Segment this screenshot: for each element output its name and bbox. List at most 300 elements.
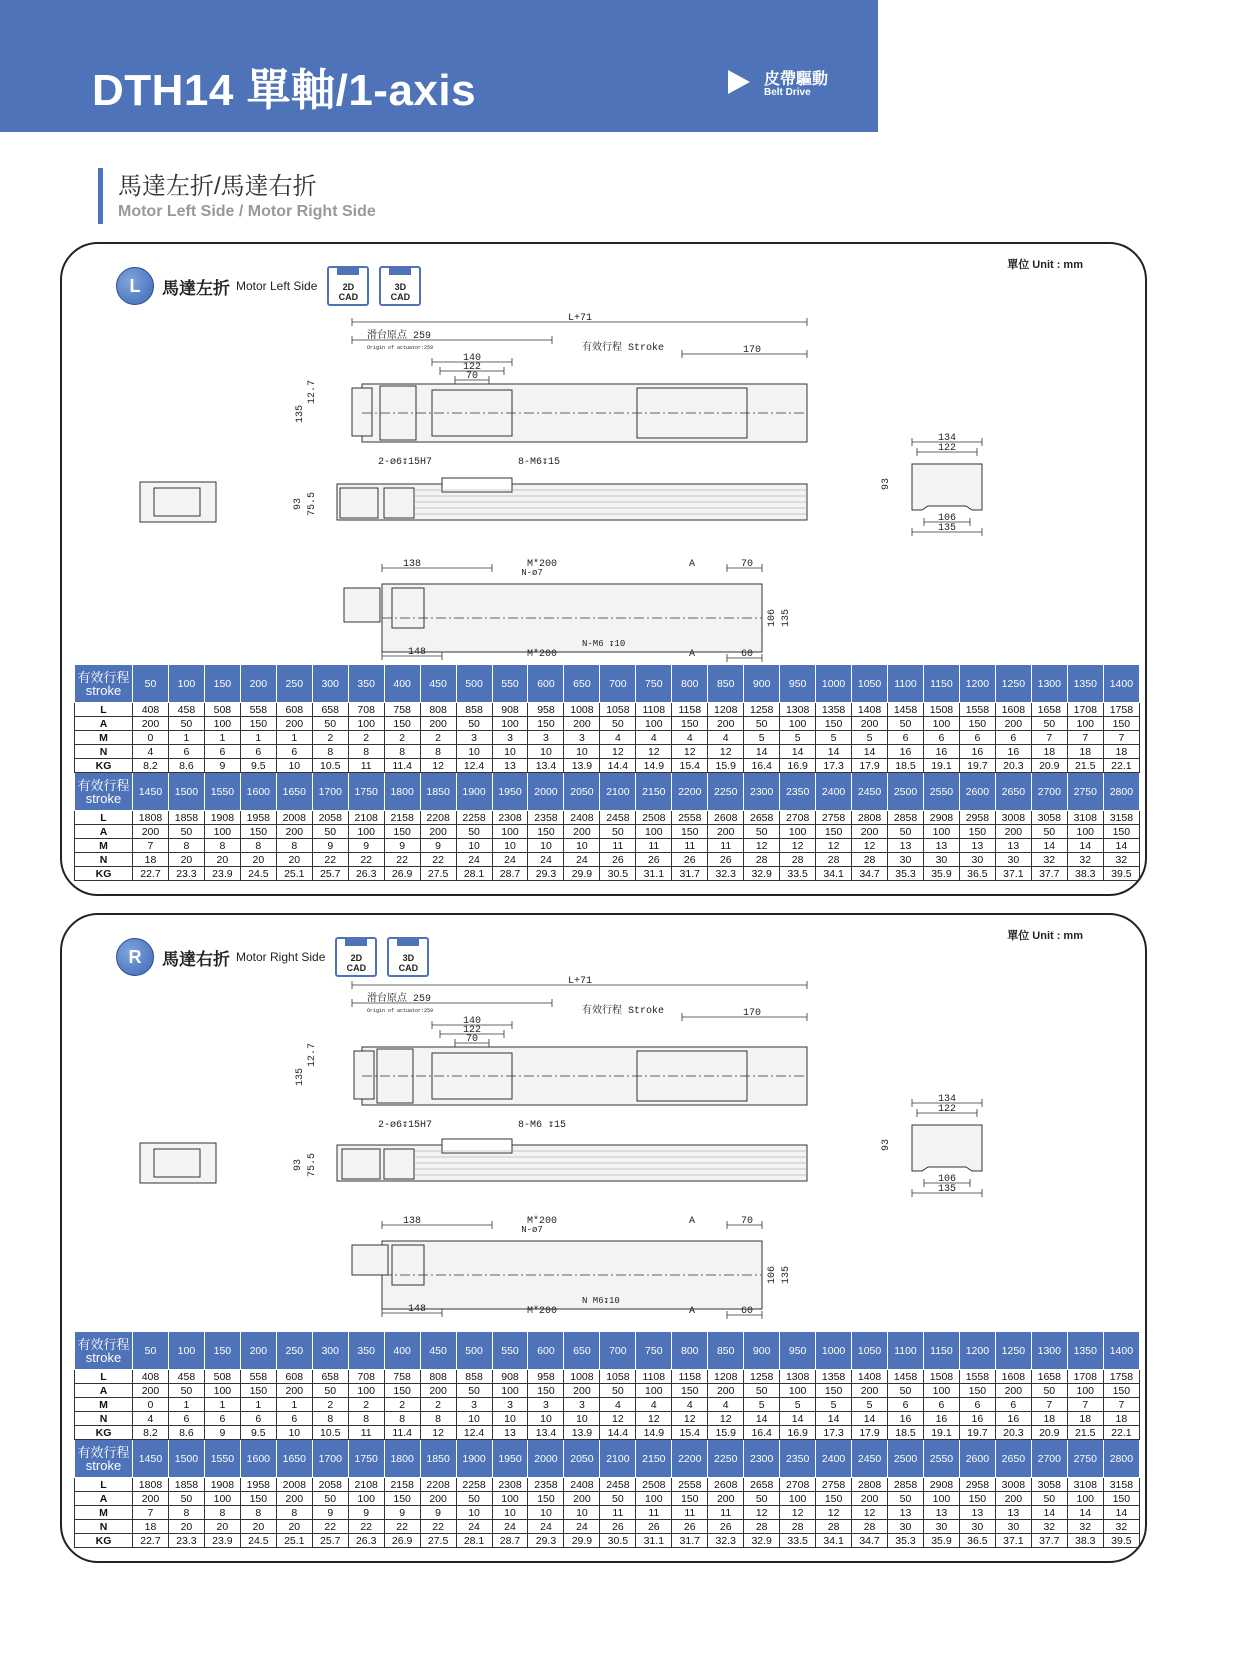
table-cell: 10 xyxy=(456,745,492,759)
dim-75-5-vertical: 75.5 xyxy=(307,1152,318,1178)
table-cell: 958 xyxy=(528,703,564,717)
table-cell: 31.1 xyxy=(636,1534,672,1548)
row-label: KG xyxy=(75,867,133,881)
table-cell: 36.5 xyxy=(959,867,995,881)
table-cell: 100 xyxy=(1067,1384,1103,1398)
table-cell: 22 xyxy=(420,1520,456,1534)
table-cell: 150 xyxy=(816,717,852,731)
stroke-cell: 1800 xyxy=(384,773,420,811)
table-cell: 3 xyxy=(456,1398,492,1412)
table-cell: 35.3 xyxy=(888,867,924,881)
table-cell: 12 xyxy=(672,1412,708,1426)
table-cell: 23.9 xyxy=(204,867,240,881)
table-cell: 12 xyxy=(636,745,672,759)
dim-a-top: A xyxy=(688,1216,696,1227)
table-cell: 1408 xyxy=(852,1370,888,1384)
table-cell: 11 xyxy=(348,759,384,773)
table-cell: 2058 xyxy=(312,1478,348,1492)
stroke-cell: 550 xyxy=(492,1332,528,1370)
row-label: M xyxy=(75,1506,133,1520)
table-row xyxy=(75,1520,1140,1534)
cad-3d-download-icon[interactable] xyxy=(387,937,429,977)
table-cell: 1808 xyxy=(133,811,169,825)
table-row xyxy=(75,703,1140,717)
table-cell: 100 xyxy=(636,717,672,731)
table-cell: 26 xyxy=(636,853,672,867)
table-row xyxy=(75,867,1140,881)
table-cell: 14 xyxy=(1031,839,1067,853)
table-cell: 6 xyxy=(959,1398,995,1412)
table-cell: 26 xyxy=(708,853,744,867)
stroke-cell: 1650 xyxy=(276,773,312,811)
stroke-row-header xyxy=(75,1332,133,1370)
table-cell: 1358 xyxy=(816,703,852,717)
table-cell: 508 xyxy=(204,1370,240,1384)
table-cell: 5 xyxy=(816,1398,852,1412)
table-cell: 30.5 xyxy=(600,867,636,881)
table-cell: 11 xyxy=(636,1506,672,1520)
stroke-cell: 2550 xyxy=(923,1440,959,1478)
stroke-cell: 1000 xyxy=(816,665,852,703)
stroke-cell: 1500 xyxy=(168,1440,204,1478)
table-cell: 12 xyxy=(852,1506,888,1520)
table-cell: 20 xyxy=(168,853,204,867)
table-cell: 7 xyxy=(1031,1398,1067,1412)
table-cell: 15.9 xyxy=(708,1426,744,1440)
table-cell: 20.3 xyxy=(995,1426,1031,1440)
table-cell: 2958 xyxy=(959,1478,995,1492)
table-cell: 13 xyxy=(888,1506,924,1520)
table-cell: 200 xyxy=(133,717,169,731)
table-cell: 2008 xyxy=(276,1478,312,1492)
table-cell: 10 xyxy=(492,1412,528,1426)
table-cell: 658 xyxy=(312,1370,348,1384)
table-cell: 2408 xyxy=(564,1478,600,1492)
table-cell: 100 xyxy=(348,1384,384,1398)
table-cell: 10 xyxy=(528,1412,564,1426)
row-label: L xyxy=(75,811,133,825)
table-cell: 150 xyxy=(816,1384,852,1398)
row-label: A xyxy=(75,1492,133,1506)
table-cell: 9 xyxy=(348,1506,384,1520)
table-cell: 1608 xyxy=(995,1370,1031,1384)
table-cell: 3058 xyxy=(1031,811,1067,825)
stroke-cell: 1350 xyxy=(1067,665,1103,703)
table-cell: 50 xyxy=(600,825,636,839)
table-cell: 13 xyxy=(492,759,528,773)
table-row xyxy=(75,853,1140,867)
table-cell: 30.5 xyxy=(600,1534,636,1548)
table-cell: 1258 xyxy=(744,703,780,717)
table-cell: 1158 xyxy=(672,1370,708,1384)
table-cell: 18 xyxy=(1103,745,1139,759)
end-view-left xyxy=(140,482,216,522)
table-cell: 21.5 xyxy=(1067,759,1103,773)
section-accent-bar xyxy=(98,168,103,224)
dim-134: 134 xyxy=(937,1094,957,1105)
table-cell: 150 xyxy=(384,717,420,731)
table-cell: 4 xyxy=(672,1398,708,1412)
table-cell: 150 xyxy=(816,1492,852,1506)
table-cell: 1708 xyxy=(1067,1370,1103,1384)
table-cell: 38.3 xyxy=(1067,867,1103,881)
table-cell: 32.3 xyxy=(708,867,744,881)
table-cell: 200 xyxy=(852,825,888,839)
stroke-header-en: stroke xyxy=(85,1457,122,1473)
table-cell: 1108 xyxy=(636,703,672,717)
table-cell: 2708 xyxy=(780,1478,816,1492)
table-cell: 12 xyxy=(816,1506,852,1520)
table-cell: 50 xyxy=(600,1384,636,1398)
view-title-cn: 馬達左折 xyxy=(162,278,230,298)
table-cell: 1158 xyxy=(672,703,708,717)
table-cell: 1508 xyxy=(923,1370,959,1384)
table-row xyxy=(75,1534,1140,1548)
table-cell: 8 xyxy=(384,1412,420,1426)
stroke-cell: 100 xyxy=(168,1332,204,1370)
stroke-cell: 1450 xyxy=(133,1440,169,1478)
table-cell: 13 xyxy=(492,1426,528,1440)
table-cell: 10 xyxy=(564,839,600,853)
table-cell: 958 xyxy=(528,1370,564,1384)
table-cell: 12 xyxy=(744,1506,780,1520)
table-cell: 2358 xyxy=(528,1478,564,1492)
table-cell: 15.9 xyxy=(708,759,744,773)
table-cell: 2 xyxy=(312,731,348,745)
stroke-cell: 350 xyxy=(348,665,384,703)
stroke-cell: 1250 xyxy=(995,1332,1031,1370)
view-badge: R xyxy=(116,938,154,976)
dim-134: 134 xyxy=(937,433,957,444)
table-cell: 0 xyxy=(133,731,169,745)
table-cell: 18 xyxy=(1067,1412,1103,1426)
stroke-cell: 50 xyxy=(133,665,169,703)
cad-2d-download-icon[interactable] xyxy=(335,937,377,977)
table-cell: 50 xyxy=(456,825,492,839)
table-cell: 14 xyxy=(1067,839,1103,853)
dim-70: 70 xyxy=(465,371,479,382)
table-row xyxy=(75,759,1140,773)
table-cell: 14.4 xyxy=(600,1426,636,1440)
stroke-cell: 1050 xyxy=(852,665,888,703)
table-cell: 2008 xyxy=(276,811,312,825)
table-cell: 50 xyxy=(888,1492,924,1506)
table-cell: 1958 xyxy=(240,1478,276,1492)
table-cell: 18.5 xyxy=(888,1426,924,1440)
table-cell: 12 xyxy=(600,745,636,759)
table-cell: 30 xyxy=(995,1520,1031,1534)
stroke-cell: 400 xyxy=(384,665,420,703)
stroke-cell: 350 xyxy=(348,1332,384,1370)
table-cell: 200 xyxy=(564,1384,600,1398)
table-cell: 7 xyxy=(133,839,169,853)
cad-3d-line1: 3D xyxy=(394,282,407,292)
table-cell: 26.9 xyxy=(384,1534,420,1548)
row-label: L xyxy=(75,1478,133,1492)
table-cell: 19.1 xyxy=(923,1426,959,1440)
table-cell: 8 xyxy=(240,1506,276,1520)
stroke-header-cn: 有效行程 xyxy=(77,777,130,793)
table-cell: 200 xyxy=(852,717,888,731)
table-cell: 10 xyxy=(276,1426,312,1440)
table-cell: 26 xyxy=(600,1520,636,1534)
table-cell: 150 xyxy=(959,825,995,839)
bottom-view xyxy=(344,558,792,662)
row-label: L xyxy=(75,1370,133,1384)
table-cell: 6 xyxy=(276,1412,312,1426)
table-cell: 28 xyxy=(744,1520,780,1534)
stroke-cell: 300 xyxy=(312,665,348,703)
section-title-cn: 馬達左折/馬達右折 xyxy=(118,173,317,200)
table-cell: 200 xyxy=(708,825,744,839)
table-cell: 32.3 xyxy=(708,1534,744,1548)
table-cell: 8 xyxy=(312,1412,348,1426)
table-cell: 37.1 xyxy=(995,1534,1031,1548)
table-cell: 32 xyxy=(1067,853,1103,867)
table-cell: 200 xyxy=(133,1492,169,1506)
table-cell: 150 xyxy=(672,825,708,839)
table-cell: 24 xyxy=(528,853,564,867)
table-cell: 17.9 xyxy=(852,1426,888,1440)
table-cell: 32 xyxy=(1031,1520,1067,1534)
table-cell: 3158 xyxy=(1103,811,1139,825)
stroke-cell: 2200 xyxy=(672,1440,708,1478)
table-cell: 150 xyxy=(1103,1492,1139,1506)
table-cell: 17.3 xyxy=(816,759,852,773)
table-cell: 28.1 xyxy=(456,1534,492,1548)
table-cell: 13.9 xyxy=(564,759,600,773)
cad-2d-line1: 2D xyxy=(350,953,363,963)
table-cell: 150 xyxy=(1103,717,1139,731)
table-cell: 24 xyxy=(456,853,492,867)
stroke-cell: 1400 xyxy=(1103,1332,1139,1370)
table-cell: 608 xyxy=(276,1370,312,1384)
stroke-cell: 600 xyxy=(528,1332,564,1370)
stroke-cell: 1650 xyxy=(276,1440,312,1478)
table-cell: 30 xyxy=(923,853,959,867)
table-cell: 28.7 xyxy=(492,867,528,881)
stroke-cell: 2600 xyxy=(959,773,995,811)
table-cell: 50 xyxy=(168,717,204,731)
stroke-cell: 2700 xyxy=(1031,1440,1067,1478)
table-cell: 100 xyxy=(923,1492,959,1506)
table-cell: 1858 xyxy=(168,1478,204,1492)
stroke-cell: 1900 xyxy=(456,1440,492,1478)
table-cell: 150 xyxy=(240,825,276,839)
table-cell: 9 xyxy=(384,839,420,853)
table-cell: 9 xyxy=(420,1506,456,1520)
table-cell: 2508 xyxy=(636,1478,672,1492)
stroke-header-row xyxy=(75,665,1140,703)
technical-drawing xyxy=(62,915,1147,1335)
table-cell: 50 xyxy=(168,1384,204,1398)
table-cell: 29.9 xyxy=(564,1534,600,1548)
table-cell: 9 xyxy=(348,839,384,853)
stroke-cell: 1000 xyxy=(816,1332,852,1370)
table-cell: 33.5 xyxy=(780,867,816,881)
stroke-cell: 1100 xyxy=(888,665,924,703)
table-cell: 2858 xyxy=(888,811,924,825)
table-cell: 13 xyxy=(888,839,924,853)
table-cell: 10 xyxy=(492,745,528,759)
table-cell: 150 xyxy=(240,717,276,731)
table-cell: 32 xyxy=(1067,1520,1103,1534)
table-cell: 558 xyxy=(240,703,276,717)
dim-70-bottom: 70 xyxy=(740,1216,754,1227)
table-cell: 100 xyxy=(348,1492,384,1506)
table-cell: 1758 xyxy=(1103,703,1139,717)
table-cell: 1 xyxy=(204,731,240,745)
view-heading xyxy=(116,266,421,306)
stroke-cell: 1750 xyxy=(348,1440,384,1478)
table-cell: 150 xyxy=(240,1384,276,1398)
table-cell: 24 xyxy=(492,853,528,867)
table-cell: 32.9 xyxy=(744,1534,780,1548)
table-cell: 1208 xyxy=(708,703,744,717)
table-cell: 1008 xyxy=(564,703,600,717)
dim-140: 140 xyxy=(462,353,482,364)
table-cell: 24 xyxy=(564,853,600,867)
table-cell: 6 xyxy=(240,1412,276,1426)
table-cell: 2 xyxy=(384,1398,420,1412)
table-cell: 1308 xyxy=(780,703,816,717)
table-cell: 458 xyxy=(168,1370,204,1384)
table-cell: 12 xyxy=(816,839,852,853)
table-cell: 10.5 xyxy=(312,759,348,773)
header-banner xyxy=(0,0,878,132)
table-cell: 6 xyxy=(888,731,924,745)
table-cell: 50 xyxy=(744,1384,780,1398)
cad-3d-line2: CAD xyxy=(390,292,411,302)
table-cell: 100 xyxy=(492,1492,528,1506)
stroke-cell: 2550 xyxy=(923,773,959,811)
stroke-cell: 1500 xyxy=(168,773,204,811)
table-cell: 16 xyxy=(995,1412,1031,1426)
table-cell: 35.9 xyxy=(923,1534,959,1548)
table-cell: 32.9 xyxy=(744,867,780,881)
table-cell: 24.5 xyxy=(240,867,276,881)
table-cell: 858 xyxy=(456,1370,492,1384)
table-cell: 10 xyxy=(564,745,600,759)
table-cell: 1 xyxy=(168,1398,204,1412)
table-cell: 20.9 xyxy=(1031,759,1067,773)
stroke-row-header xyxy=(75,773,133,811)
stroke-cell: 2450 xyxy=(852,1440,888,1478)
table-cell: 16.9 xyxy=(780,1426,816,1440)
table-cell: 9 xyxy=(312,1506,348,1520)
spec-table xyxy=(74,1331,1140,1548)
table-cell: 7 xyxy=(1103,731,1139,745)
table-cell: 37.7 xyxy=(1031,867,1067,881)
table-cell: 10 xyxy=(492,1506,528,1520)
table-cell: 9.5 xyxy=(240,1426,276,1440)
unit-label: 單位 Unit : mm xyxy=(1007,259,1083,271)
table-cell: 2658 xyxy=(744,1478,780,1492)
table-row xyxy=(75,1478,1140,1492)
unit-label: 單位 Unit : mm xyxy=(1007,930,1083,942)
table-cell: 200 xyxy=(276,717,312,731)
table-cell: 24 xyxy=(456,1520,492,1534)
stroke-cell: 2750 xyxy=(1067,773,1103,811)
table-cell: 10 xyxy=(528,1506,564,1520)
table-cell: 50 xyxy=(312,825,348,839)
stroke-label: 有效行程 Stroke xyxy=(582,343,665,354)
stroke-cell: 650 xyxy=(564,1332,600,1370)
table-cell: 200 xyxy=(133,1384,169,1398)
table-cell: 458 xyxy=(168,703,204,717)
table-cell: 11.4 xyxy=(384,1426,420,1440)
stroke-cell: 1350 xyxy=(1067,1332,1103,1370)
table-cell: 26 xyxy=(708,1520,744,1534)
table-cell: 658 xyxy=(312,703,348,717)
dim-106: 106 xyxy=(937,1174,957,1185)
table-cell: 16 xyxy=(923,745,959,759)
table-cell: 15.4 xyxy=(672,759,708,773)
table-cell: 37.1 xyxy=(995,867,1031,881)
dim-12-7-vertical: 12.7 xyxy=(307,379,318,405)
table-cell: 12.4 xyxy=(456,1426,492,1440)
dim-135-end: 135 xyxy=(937,523,957,534)
end-view-right xyxy=(881,1094,982,1197)
table-cell: 558 xyxy=(240,1370,276,1384)
cad-3d-download-icon[interactable] xyxy=(379,266,421,306)
dim-60: 60 xyxy=(740,1306,754,1317)
dim-106-vertical: 106 xyxy=(767,1265,778,1285)
cad-2d-download-icon[interactable] xyxy=(327,266,369,306)
table-cell: 2258 xyxy=(456,811,492,825)
stroke-cell: 1700 xyxy=(312,773,348,811)
table-cell: 100 xyxy=(204,1492,240,1506)
table-cell: 23.3 xyxy=(168,1534,204,1548)
table-cell: 758 xyxy=(384,703,420,717)
table-cell: 10 xyxy=(564,1412,600,1426)
table-cell: 17.3 xyxy=(816,1426,852,1440)
top-view xyxy=(295,976,807,1131)
table-cell: 7 xyxy=(1067,731,1103,745)
table-cell: 1 xyxy=(276,1398,312,1412)
table-cell: 24 xyxy=(528,1520,564,1534)
table-cell: 16.4 xyxy=(744,759,780,773)
table-cell: 12 xyxy=(744,839,780,853)
stroke-cell: 1800 xyxy=(384,1440,420,1478)
table-cell: 26 xyxy=(672,1520,708,1534)
table-cell: 200 xyxy=(420,825,456,839)
table-cell: 908 xyxy=(492,703,528,717)
table-cell: 200 xyxy=(276,1384,312,1398)
side-view xyxy=(293,1139,807,1181)
table-cell: 30 xyxy=(888,1520,924,1534)
table-cell: 50 xyxy=(312,717,348,731)
stroke-cell: 2000 xyxy=(528,1440,564,1478)
table-cell: 2208 xyxy=(420,1478,456,1492)
table-row xyxy=(75,731,1140,745)
table-cell: 17.9 xyxy=(852,759,888,773)
cad-3d-line1: 3D xyxy=(402,953,415,963)
origin-en-label: Origin of actuator:259 xyxy=(367,1008,434,1014)
table-cell: 30 xyxy=(888,853,924,867)
table-cell: 16 xyxy=(959,745,995,759)
stroke-header-cn: 有效行程 xyxy=(77,1444,130,1460)
table-cell: 31.1 xyxy=(636,867,672,881)
dim-135-bottom: 135 xyxy=(781,608,792,628)
table-cell: 4 xyxy=(600,731,636,745)
table-cell: 39.5 xyxy=(1103,867,1139,881)
table-cell: 50 xyxy=(1031,825,1067,839)
table-row xyxy=(75,1398,1140,1412)
table-cell: 18 xyxy=(1067,745,1103,759)
total-length-label: L+71 xyxy=(567,313,593,324)
table-cell: 14 xyxy=(744,745,780,759)
